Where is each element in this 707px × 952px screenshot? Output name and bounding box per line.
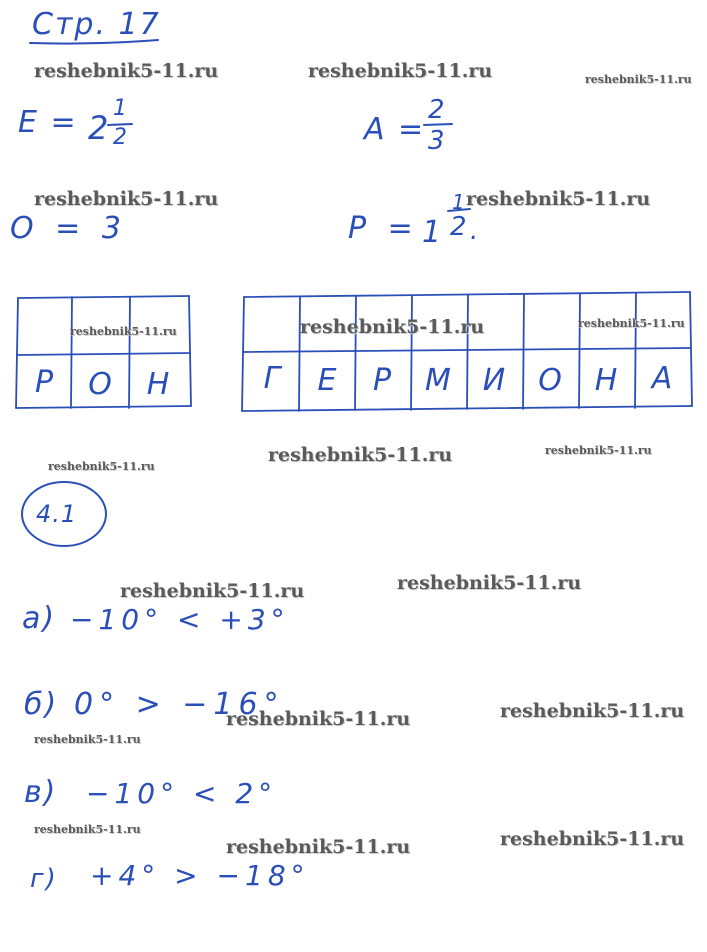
assignment-p-tail: . bbox=[470, 216, 479, 246]
hermiona-letter: И bbox=[482, 363, 506, 398]
watermark-text: reshebnik5-11.ru bbox=[500, 828, 685, 850]
ron-letter: О bbox=[88, 367, 112, 402]
item-label: г) bbox=[30, 864, 58, 894]
watermark-text: reshebnik5-11.ru bbox=[226, 708, 411, 730]
watermark-text: reshebnik5-11.ru bbox=[300, 316, 485, 338]
assignment-e-numerator: 1 bbox=[113, 96, 127, 121]
assignment-e-denominator: 2 bbox=[113, 125, 127, 150]
watermark-text: reshebnik5-11.ru bbox=[34, 60, 219, 82]
exercise-number: 4.1 bbox=[36, 500, 78, 528]
assignment-p-whole: 1 bbox=[422, 215, 444, 250]
assignment-o: О = 3 bbox=[10, 211, 127, 246]
assignment-a-lhs: A = bbox=[364, 112, 426, 147]
item-expression: −10° < +3° bbox=[70, 603, 290, 636]
hermiona-letter: Г bbox=[263, 361, 281, 396]
item-label: в) bbox=[24, 775, 58, 810]
watermark-text: reshebnik5-11.ru bbox=[500, 700, 685, 722]
hermiona-letter: Н bbox=[594, 363, 618, 398]
watermark-text: reshebnik5-11.ru bbox=[585, 73, 692, 86]
ron-letter: Н bbox=[146, 367, 170, 402]
watermark-text: reshebnik5-11.ru bbox=[545, 444, 652, 457]
assignment-a-numerator: 2 bbox=[428, 95, 445, 125]
watermark-text: reshebnik5-11.ru bbox=[34, 188, 219, 210]
watermark-text: reshebnik5-11.ru bbox=[268, 444, 453, 466]
watermark-text: reshebnik5-11.ru bbox=[48, 460, 155, 473]
assignment-a-denominator: 3 bbox=[428, 126, 445, 156]
watermark-text: reshebnik5-11.ru bbox=[397, 572, 582, 594]
assignment-e-lhs: E = bbox=[18, 105, 78, 140]
item-label: б) bbox=[24, 687, 59, 722]
item-label: а) bbox=[22, 601, 57, 636]
assignment-p-numerator: 1 bbox=[452, 190, 465, 214]
item-expression: −10° < 2° bbox=[86, 777, 278, 810]
hermiona-letter: Р bbox=[372, 363, 392, 398]
watermark-text: reshebnik5-11.ru bbox=[34, 733, 141, 746]
assignment-p-lhs: Р = bbox=[348, 211, 419, 246]
watermark-text: reshebnik5-11.ru bbox=[226, 836, 411, 858]
hermiona-letter: О bbox=[538, 363, 562, 398]
watermark-text: reshebnik5-11.ru bbox=[34, 823, 141, 836]
watermark-text: reshebnik5-11.ru bbox=[70, 325, 177, 338]
hermiona-letter: А bbox=[651, 361, 673, 396]
hermiona-letter: М bbox=[425, 363, 451, 398]
watermark-text: reshebnik5-11.ru bbox=[120, 580, 305, 602]
assignment-p-denominator: 2 bbox=[450, 212, 467, 242]
hermiona-letter: Е bbox=[317, 363, 337, 398]
item-expression: +4° > −18° bbox=[90, 859, 310, 892]
watermark-text: reshebnik5-11.ru bbox=[578, 317, 685, 330]
watermark-text: reshebnik5-11.ru bbox=[308, 60, 493, 82]
watermark-text: reshebnik5-11.ru bbox=[466, 188, 651, 210]
page-header: Стр. 17 bbox=[32, 7, 161, 42]
assignment-e-whole: 2 bbox=[88, 109, 111, 147]
item-expression: 0° > −16° bbox=[74, 687, 285, 722]
ron-letter: Р bbox=[34, 365, 54, 400]
